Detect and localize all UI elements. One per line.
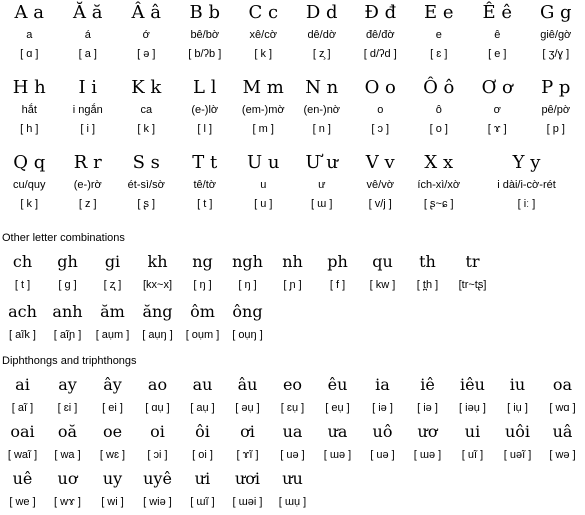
combination-letters: qu <box>372 252 393 271</box>
ipa-value: [ ɯụ ] <box>278 496 307 508</box>
letter-name: ô <box>435 104 442 116</box>
ipa-value: [ oụm ] <box>185 329 220 341</box>
combination-letters: ach <box>8 302 37 321</box>
alphabet-row <box>0 150 585 223</box>
combination-letters: kh <box>147 252 168 271</box>
letter: T t <box>192 152 218 173</box>
ipa-value: [ aụm ] <box>95 329 130 341</box>
combination-cell <box>45 250 90 300</box>
letter: M m <box>242 77 284 98</box>
diphthong-letters: uyê <box>143 469 172 488</box>
letter-cell <box>59 0 118 73</box>
letter-name: á <box>84 29 91 41</box>
ipa-value: [ t ] <box>197 198 213 210</box>
letter-cell <box>351 0 410 73</box>
ipa-value: [ ʂ~ɕ ] <box>423 198 454 210</box>
diphthong-cell <box>360 373 405 420</box>
letter-name: bê/bờ <box>190 29 220 41</box>
combination-letters: ăm <box>100 302 125 321</box>
letter-name: ư <box>318 179 326 191</box>
ipa-value: [ aụŋ ] <box>142 329 173 341</box>
letter-cell <box>117 75 176 148</box>
letter: U u <box>247 152 280 173</box>
diphthongs-heading: Diphthongs and triphthongs <box>2 355 137 367</box>
letter-name: xê/cờ <box>249 29 277 41</box>
ipa-value: [ aĩ ] <box>11 402 34 414</box>
combination-letters: ngh <box>232 252 263 271</box>
diphthong-cell <box>180 467 225 514</box>
diphthong-letters: ôi <box>195 422 210 441</box>
diphthong-cell <box>270 420 315 467</box>
combination-letters: ph <box>327 252 348 271</box>
letter: C c <box>248 2 279 23</box>
ipa-value: [ ʐ ] <box>103 279 122 291</box>
ipa-value: [ oụŋ ] <box>232 329 263 341</box>
diphthong-cell <box>0 373 45 420</box>
letter-name: ơ <box>493 104 501 116</box>
diphthong-letters: uô <box>372 422 393 441</box>
diphthong-letters: ia <box>375 375 390 394</box>
diphthong-letters: uôi <box>504 422 531 441</box>
combination-cell <box>90 250 135 300</box>
ipa-value: [ wə ] <box>549 449 576 461</box>
letter: H h <box>12 77 46 98</box>
ipa-value: [ iə ] <box>417 402 438 414</box>
letter-cell <box>468 0 527 73</box>
diphthongs-table <box>0 373 585 515</box>
letter-name: pê/pờ <box>541 104 571 116</box>
ipa-value: [ e ] <box>488 48 507 60</box>
letter-cell <box>410 0 469 73</box>
diphthong-row <box>0 420 585 467</box>
ipa-value: [ t ] <box>14 279 31 291</box>
ipa-value: [ uə ] <box>280 449 305 461</box>
letter: Đ đ <box>364 2 397 23</box>
letter-cell <box>0 0 59 73</box>
letter: X x <box>424 152 454 173</box>
diphthong-letters: ua <box>282 422 303 441</box>
diphthong-letters: uê <box>12 469 33 488</box>
combinations-heading: Other letter combinations <box>2 232 125 244</box>
ipa-value: [ ɤ ] <box>487 123 507 135</box>
ipa-value: [ d/ʔd ] <box>363 48 397 60</box>
letter-name: i ngắn <box>72 104 103 116</box>
diphthong-letters: ưi <box>194 469 211 488</box>
ipa-value: [ o ] <box>429 123 448 135</box>
ipa-value: [kx~x] <box>142 279 173 291</box>
combination-letters: gh <box>57 252 78 271</box>
ipa-value: [ k ] <box>254 48 273 60</box>
ipa-value: [ a ] <box>78 48 97 60</box>
diphthong-letters: uơ <box>57 469 78 488</box>
diphthong-row <box>0 467 585 514</box>
letter-cell <box>234 75 293 148</box>
ipa-value: [tr~tʂ] <box>458 279 487 291</box>
diphthong-letters: oa <box>552 375 573 394</box>
letter: O o <box>364 77 396 98</box>
ipa-value: [ wɤ ] <box>54 496 81 508</box>
letter: Ê ê <box>482 2 512 23</box>
combination-cell <box>450 250 495 300</box>
combination-cell <box>0 300 45 350</box>
ipa-value: [ wɑ ] <box>549 402 576 414</box>
diphthong-cell <box>450 373 495 420</box>
combination-letters: th <box>419 252 436 271</box>
ipa-value: [ iə ] <box>372 402 393 414</box>
ipa-value: [ ʒ/ɣ ] <box>542 48 570 60</box>
ipa-value: [ ɲ ] <box>283 279 302 291</box>
letter: Â â <box>131 2 161 23</box>
diphthong-cell <box>135 467 180 514</box>
letter-cell <box>59 75 118 148</box>
letter: N n <box>305 77 339 98</box>
ipa-value: [ aụ ] <box>190 402 215 414</box>
ipa-value: [ uəĩ ] <box>503 449 532 461</box>
ipa-value: [ f ] <box>329 279 346 291</box>
ipa-value: [ u ] <box>254 198 273 210</box>
combination-letters: ông <box>232 302 263 321</box>
letter-name: cu/quy <box>13 179 46 191</box>
combination-cell <box>360 250 405 300</box>
letter: K k <box>131 77 162 98</box>
ipa-value: [ z̧ ] <box>312 48 331 60</box>
ipa-value: [ t̪h ] <box>416 279 439 291</box>
letter: I i <box>78 77 98 98</box>
ipa-value: [ n ] <box>312 123 331 135</box>
diphthong-cell <box>540 373 585 420</box>
letter-cell <box>293 75 352 148</box>
letter-cell <box>410 150 469 223</box>
diphthong-cell <box>405 373 450 420</box>
diphthong-letters: uâ <box>552 422 573 441</box>
letter-name: o <box>377 104 384 116</box>
diphthong-letters: ao <box>147 375 168 394</box>
letter-name: giê/gờ <box>540 29 572 41</box>
combination-letters: gi <box>104 252 121 271</box>
combination-letters: ôm <box>190 302 215 321</box>
ipa-value: [ waĩ ] <box>7 449 38 461</box>
diphthong-letters: uy <box>102 469 123 488</box>
letter-name: e <box>435 29 442 41</box>
diphthong-letters: ơi <box>240 422 255 441</box>
combination-row <box>0 300 585 350</box>
combination-cell <box>180 300 225 350</box>
combination-cell <box>90 300 135 350</box>
diphthong-cell <box>225 420 270 467</box>
ipa-value: [ ʂ ] <box>137 198 156 210</box>
letter-cell <box>527 0 585 73</box>
letter-name: u <box>260 179 267 191</box>
diphthong-cell <box>135 373 180 420</box>
letter-name: (en-)nờ <box>303 104 341 116</box>
diphthong-letters: ưu <box>282 469 303 488</box>
ipa-value: [ l ] <box>197 123 213 135</box>
ipa-value: [ aĩk ] <box>9 329 36 341</box>
diphthong-cell <box>315 420 360 467</box>
ipa-value: [ we ] <box>9 496 36 508</box>
ipa-value: [ b/ʔb ] <box>188 48 222 60</box>
diphthong-letters: êu <box>327 375 348 394</box>
diphthong-cell <box>315 373 360 420</box>
letter-name: (e-)rờ <box>73 179 102 191</box>
diphthong-row <box>0 373 585 420</box>
ipa-value: [ k ] <box>20 198 39 210</box>
ipa-value: [ uə ] <box>370 449 395 461</box>
letter-name: ích-xì/xờ <box>417 179 461 191</box>
letter-name: đê/đờ <box>365 29 395 41</box>
diphthong-letters: iê <box>420 375 435 394</box>
letter-name: i dài/i-cờ-rét <box>497 179 556 191</box>
ipa-value: [ ɑ ] <box>20 48 39 60</box>
diphthong-letters: ui <box>464 422 481 441</box>
ipa-value: [ iəụ ] <box>459 402 486 414</box>
ipa-value: [ ɯ ] <box>311 198 333 210</box>
diphthong-cell <box>0 467 45 514</box>
combination-cell <box>180 250 225 300</box>
letter-cell <box>293 0 352 73</box>
combination-letters: anh <box>52 302 83 321</box>
diphthong-letters: oai <box>10 422 35 441</box>
diphthong-letters: oi <box>150 422 165 441</box>
letter: B b <box>189 2 220 23</box>
combination-cell <box>135 300 180 350</box>
alphabet-table <box>0 0 585 225</box>
diphthong-cell <box>450 420 495 467</box>
letter-name: hắt <box>21 104 37 116</box>
ipa-value: [ ei ] <box>102 402 123 414</box>
letter-cell <box>59 150 118 223</box>
diphthong-cell <box>135 420 180 467</box>
letter: Ơ ơ <box>481 77 513 98</box>
ipa-value: [ ɛ ] <box>430 48 448 60</box>
ipa-value: [ wi ] <box>101 496 124 508</box>
diphthong-cell <box>495 373 540 420</box>
letter-name: ét-sì/sờ <box>127 179 165 191</box>
diphthong-cell <box>225 467 270 514</box>
diphthong-cell <box>270 467 315 514</box>
combination-cell <box>135 250 180 300</box>
alphabet-row <box>0 0 585 73</box>
ipa-value: [ ɑụ ] <box>145 402 170 414</box>
diphthong-letters: ươ <box>417 422 438 441</box>
combination-letters: ng <box>192 252 213 271</box>
diphthong-cell <box>45 373 90 420</box>
ipa-value: [ ɯə ] <box>413 449 442 461</box>
combination-cell <box>270 250 315 300</box>
combination-cell <box>0 250 45 300</box>
ipa-value: [ z ] <box>78 198 97 210</box>
alphabet-row <box>0 75 585 148</box>
combination-letters: ch <box>12 252 33 271</box>
diphthong-letters: oe <box>102 422 123 441</box>
ipa-value: [ g ] <box>58 279 77 291</box>
diphthong-letters: ưa <box>327 422 348 441</box>
ipa-value: [ əụ ] <box>235 402 260 414</box>
diphthong-letters: iu <box>509 375 526 394</box>
letter-cell <box>117 150 176 223</box>
combination-cell <box>225 250 270 300</box>
letter-name: (em-)mờ <box>241 104 285 116</box>
ipa-value: [ ɛụ ] <box>280 402 305 414</box>
letter-name: ớ <box>142 29 150 41</box>
ipa-value: [ m ] <box>252 123 274 135</box>
letter: S s <box>132 152 160 173</box>
diphthong-cell <box>495 420 540 467</box>
ipa-value: [ p ] <box>546 123 565 135</box>
diphthong-letters: iêu <box>460 375 485 394</box>
ipa-value: [ wiə ] <box>143 496 172 508</box>
ipa-value: [ ŋ ] <box>193 279 212 291</box>
letter-cell <box>234 150 293 223</box>
diphthong-letters: eo <box>282 375 303 394</box>
letter: V v <box>365 152 395 173</box>
ipa-value: [ oi ] <box>192 449 213 461</box>
ipa-value: [ i ] <box>80 123 96 135</box>
ipa-value: [ h ] <box>20 123 39 135</box>
letter: A a <box>14 2 44 23</box>
ipa-value: [ v/j ] <box>368 198 392 210</box>
combination-row <box>0 250 585 300</box>
combination-cell <box>405 250 450 300</box>
ipa-value: [ ɤĩ ] <box>236 449 259 461</box>
diphthong-letters: oă <box>57 422 78 441</box>
ipa-value: [ wɛ ] <box>99 449 126 461</box>
ipa-value: [ uĩ ] <box>461 449 484 461</box>
diphthong-cell <box>45 467 90 514</box>
letter-cell <box>0 150 59 223</box>
letter: R r <box>73 152 102 173</box>
letter-name: tê/tờ <box>193 179 216 191</box>
letter-name: dê/dờ <box>307 29 337 41</box>
diphthong-letters: âu <box>237 375 258 394</box>
letter-name: ca <box>140 104 153 116</box>
letter-name: vê/vờ <box>366 179 394 191</box>
ipa-value: [ aĩɲ ] <box>53 329 82 341</box>
letter: P p <box>541 77 571 98</box>
ipa-value: [ ɯəi ] <box>232 496 263 508</box>
diphthong-cell <box>540 420 585 467</box>
diphthong-cell <box>0 420 45 467</box>
diphthong-letters: ai <box>15 375 30 394</box>
letter: Ô ô <box>423 77 455 98</box>
ipa-value: [ ŋ ] <box>238 279 257 291</box>
letter: G g <box>539 2 572 23</box>
letter-cell <box>176 0 235 73</box>
letter-cell <box>234 0 293 73</box>
combination-cell <box>225 300 270 350</box>
diphthong-cell <box>45 420 90 467</box>
diphthong-cell <box>90 373 135 420</box>
letter: D d <box>305 2 338 23</box>
combination-letters: nh <box>282 252 303 271</box>
letter-cell <box>293 150 352 223</box>
diphthong-cell <box>180 420 225 467</box>
ipa-value: [ iː ] <box>517 198 536 210</box>
diphthong-letters: ươi <box>234 469 261 488</box>
letter-cell <box>410 75 469 148</box>
letter-name: (e-)lờ <box>191 104 219 116</box>
letter-cell <box>351 150 410 223</box>
diphthong-cell <box>405 420 450 467</box>
combination-cell <box>45 300 90 350</box>
ipa-value: [ ɯə ] <box>323 449 352 461</box>
diphthong-cell <box>90 420 135 467</box>
ipa-value: [ eụ ] <box>325 402 350 414</box>
diphthong-letters: ây <box>103 375 122 394</box>
diphthong-cell <box>90 467 135 514</box>
ipa-value: [ k ] <box>137 123 156 135</box>
ipa-value: [ ɯĩ ] <box>190 496 215 508</box>
letter: Ư ư <box>305 152 338 173</box>
diphthong-cell <box>360 420 405 467</box>
letter: Y y <box>512 152 541 173</box>
letter-cell <box>351 75 410 148</box>
letter-name: ê <box>494 29 501 41</box>
letter-cell <box>176 75 235 148</box>
diphthong-letters: ay <box>58 375 77 394</box>
ipa-value: [ kw ] <box>369 279 396 291</box>
diphthong-cell <box>270 373 315 420</box>
ipa-value: [ ɛi ] <box>57 402 78 414</box>
letter-cell <box>468 75 527 148</box>
diphthong-cell <box>180 373 225 420</box>
ipa-value: [ ɔi ] <box>147 449 168 461</box>
combination-cell <box>315 250 360 300</box>
letter-cell <box>176 150 235 223</box>
letter: Q q <box>13 152 46 173</box>
ipa-value: [ iụ ] <box>507 402 528 414</box>
letter-cell <box>527 75 585 148</box>
letter-name: a <box>26 29 33 41</box>
letter-cell <box>0 75 59 148</box>
letter-cell <box>468 150 585 223</box>
combinations-table <box>0 250 585 345</box>
ipa-value: [ ɔ ] <box>371 123 390 135</box>
ipa-value: [ ə ] <box>137 48 156 60</box>
diphthong-cell <box>225 373 270 420</box>
letter-cell <box>117 0 176 73</box>
combination-letters: tr <box>465 252 480 271</box>
ipa-value: [ wa ] <box>54 449 81 461</box>
letter: L l <box>193 77 217 98</box>
diphthong-letters: au <box>192 375 213 394</box>
letter: E e <box>423 2 454 23</box>
letter: Ă ă <box>73 2 103 23</box>
combination-letters: ăng <box>142 302 173 321</box>
